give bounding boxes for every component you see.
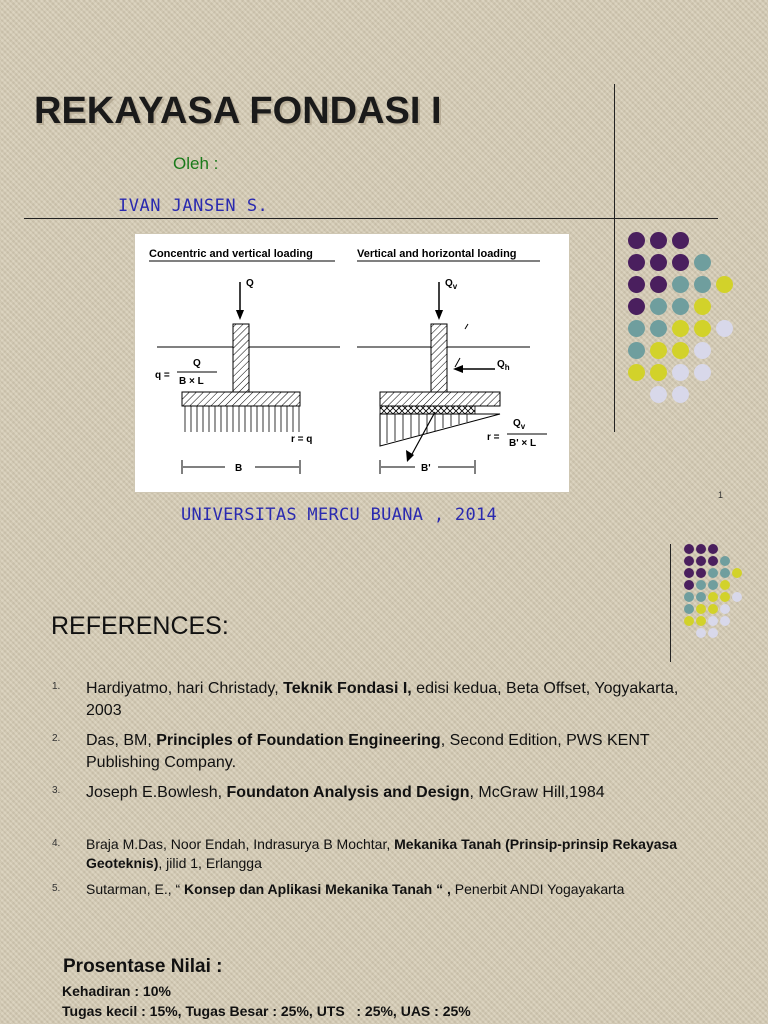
decorative-dot <box>684 568 694 578</box>
left-heading: Concentric and vertical loading <box>149 248 313 260</box>
decorative-dot <box>672 364 689 381</box>
reference-text: , McGraw Hill,1984 <box>469 784 605 801</box>
decorative-dot <box>684 592 694 602</box>
decorative-dot <box>672 232 689 249</box>
decorative-dot <box>708 556 718 566</box>
qh-label: $Q_h$ <box>497 359 510 372</box>
q-eq-left: q = <box>155 370 170 381</box>
decorative-dot <box>628 254 645 271</box>
decorative-dot <box>628 342 645 359</box>
decorative-dot <box>672 254 689 271</box>
decorative-dot <box>696 568 706 578</box>
decorative-dot <box>684 544 694 554</box>
decorative-dot <box>684 556 694 566</box>
reference-text: Braja M.Das, Noor Endah, Indrasurya B Mochtar, <box>86 836 395 852</box>
reference-title: Teknik Fondasi I, <box>283 680 412 697</box>
decorative-dot <box>696 580 706 590</box>
decorative-dot <box>708 604 718 614</box>
decorative-dot <box>628 298 645 315</box>
r2-eq-num: $Q_v$ <box>513 418 526 431</box>
decorative-dot <box>650 254 667 271</box>
r2-eq-left: r = <box>487 432 500 443</box>
decorative-dot <box>720 568 730 578</box>
reference-text: Penerbit ANDI Yogayakarta <box>450 881 625 897</box>
foundation-diagram <box>134 233 570 493</box>
decorative-dot <box>708 568 718 578</box>
decorative-dot <box>694 320 711 337</box>
qv-label: $Q_v$ <box>445 278 458 291</box>
decorative-dot <box>720 580 730 590</box>
decorative-dot <box>650 232 667 249</box>
decorative-dot <box>672 320 689 337</box>
b-label: B <box>235 463 243 474</box>
decorative-dot <box>696 592 706 602</box>
decorative-dot <box>650 320 667 337</box>
reference-number: 4. <box>52 838 61 849</box>
reference-title: Konsep dan Aplikasi Mekanika Tanah “ , <box>184 881 451 897</box>
r2-eq-den: B' × L <box>509 438 537 449</box>
decorative-dot <box>720 592 730 602</box>
nilai-line-1: Kehadiran : 10% <box>62 983 171 999</box>
right-pressure-lines <box>387 414 467 443</box>
decorative-dot <box>696 556 706 566</box>
decorative-dot <box>672 386 689 403</box>
reference-title: Mekanika Tanah (Prinsip-prinsip Rekayasa Geoteknis) <box>86 836 678 871</box>
q-eq-num: Q <box>193 358 201 369</box>
decorative-dot <box>650 386 667 403</box>
decorative-dot <box>628 364 645 381</box>
decorative-dot <box>708 580 718 590</box>
decorative-dot <box>684 604 694 614</box>
decorative-dot <box>720 604 730 614</box>
decorative-dot <box>708 628 718 638</box>
reference-text: , Second Edition, PWS KENT Publishing Company. <box>86 732 650 771</box>
university-label: UNIVERSITAS MERCU BUANA , 2014 <box>181 505 498 525</box>
decorative-dot <box>650 276 667 293</box>
decorative-dot <box>684 616 694 626</box>
decorative-dot <box>708 592 718 602</box>
decorative-dot <box>694 342 711 359</box>
decorative-dot <box>650 342 667 359</box>
decorative-dot <box>684 580 694 590</box>
reference-text: , jilid 1, Erlangga <box>158 855 262 871</box>
r-eq: r = q <box>291 434 313 445</box>
vertical-divider-2 <box>670 544 671 662</box>
decorative-dot <box>672 342 689 359</box>
nilai-heading: Prosentase Nilai : <box>63 956 223 977</box>
reference-text: Sutarman, E., “ <box>86 881 185 897</box>
slide-title: REKAYASA FONDASI I <box>34 90 442 132</box>
reference-title: Foundaton Analysis and Design <box>226 784 470 801</box>
reference-number: 5. <box>52 883 61 894</box>
reference-item <box>52 730 712 774</box>
left-pressure-lines <box>185 406 299 432</box>
right-heading: Vertical and horizontal loading <box>357 248 517 260</box>
decorative-dot <box>628 320 645 337</box>
decorative-dot <box>694 254 711 271</box>
page-number: 1 <box>718 490 724 500</box>
foundation-diagram-svg <box>135 234 569 492</box>
decorative-dot <box>672 298 689 315</box>
decorative-dot <box>720 556 730 566</box>
reference-number: 1. <box>52 681 61 692</box>
reference-text: edisi kedua, Beta Offset, Yogyakarta, 2003 <box>86 680 679 719</box>
decorative-dot <box>696 628 706 638</box>
reference-title: Principles of Foundation Engineering <box>156 732 441 749</box>
nilai-line-2: Tugas kecil : 15%, Tugas Besar : 25%, UTS : 25%, UAS : 25% <box>62 1003 471 1019</box>
decorative-dot <box>732 592 742 602</box>
reference-item <box>52 835 712 873</box>
reference-number: 2. <box>52 733 61 744</box>
decorative-dot <box>694 364 711 381</box>
reference-item <box>52 880 712 899</box>
decorative-dot <box>672 276 689 293</box>
decorative-dot <box>628 232 645 249</box>
decorative-dot <box>694 298 711 315</box>
oleh-label: Oleh : <box>173 154 219 173</box>
reference-number: 3. <box>52 785 61 796</box>
references-heading: REFERENCES: <box>51 612 229 640</box>
decorative-dot <box>628 276 645 293</box>
reference-text: Das, BM, <box>86 732 157 749</box>
decorative-dot <box>696 616 706 626</box>
decorative-dot <box>720 616 730 626</box>
decorative-dot <box>708 544 718 554</box>
decorative-dot <box>732 568 742 578</box>
bprime-label: B' <box>421 463 431 474</box>
reference-text: Hardiyatmo, hari Christady, <box>86 680 284 697</box>
vertical-divider <box>614 84 615 432</box>
decorative-dot <box>694 276 711 293</box>
reference-text: Joseph E.Bowlesh, <box>86 784 227 801</box>
decorative-dot <box>716 320 733 337</box>
decorative-dot <box>716 276 733 293</box>
decorative-dot <box>708 616 718 626</box>
decorative-dot <box>696 604 706 614</box>
author-name: IVAN JANSEN S. <box>118 196 269 216</box>
q-eq-den: B × L <box>179 376 204 387</box>
decorative-dot <box>650 364 667 381</box>
decorative-dot <box>650 298 667 315</box>
reference-item <box>52 782 712 804</box>
reference-item <box>52 678 712 722</box>
q-label: Q <box>246 278 254 289</box>
decorative-dot <box>696 544 706 554</box>
